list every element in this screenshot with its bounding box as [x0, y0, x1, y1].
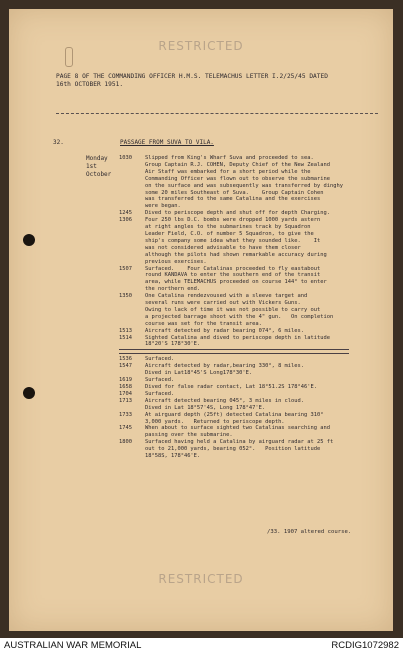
log-entry-time: 1713	[119, 397, 132, 404]
log-entry	[119, 425, 381, 439]
log-entry-time: 1306	[119, 217, 132, 224]
log-entry-text: Slipped from King's Wharf Suva and proceeded to sea. Group Captain R.J. COHEN, Deputy Chief of the New Zealand Air Staff was embarked for a short period while the Commanding Officer was flown out to observe the submarine on the surface and was subsequently was transferred by dinghy some 20 miles Southeast of Suva. Group Captain Cohen was transferred to the same Catalina and the exercises were began.	[145, 155, 343, 210]
log-entry	[119, 439, 381, 460]
log-entry	[119, 335, 381, 349]
log-entry-text: When about to surface sighted two Catalinas searching and passing over the submarine.	[145, 425, 330, 439]
punch-hole-bottom	[23, 387, 35, 399]
log-entry	[119, 266, 381, 294]
section-title: PASSAGE FROM SUVA TO VILA.	[120, 139, 214, 146]
log-entry-text: Surfaced.	[145, 356, 175, 363]
archive-name: AUSTRALIAN WAR MEMORIAL	[4, 640, 142, 651]
log-entry	[119, 363, 381, 377]
log-entry-time: 1658	[119, 384, 132, 390]
log-entry-time: 1547	[119, 363, 132, 370]
log-entry-text: Surfaced having held a Catalina by airguard radar at 25 ft out to 21,000 yards, bearing 052°. Position latitude 18°58S, 178°46'E.	[145, 439, 334, 460]
date-month: October	[86, 171, 112, 178]
log-entry	[119, 412, 381, 426]
log-entry	[119, 391, 381, 398]
log-entry-text: At airguard depth (25ft) detected Catalina bearing 310° 3,000 yards. Returned to periscope depth.	[145, 411, 324, 425]
header-line-1: PAGE 8 OF THE COMMANDING OFFICER H.M.S. TELEMACHUS LETTER I.2/25/45 DATED	[56, 73, 328, 80]
log-entry-time: 1745	[119, 425, 132, 432]
paper-clip-mark	[65, 47, 73, 67]
log-entry-time: 1514	[119, 334, 132, 341]
log-entry	[119, 377, 381, 384]
log-entry-time: 1704	[119, 390, 132, 397]
log-entry-text: Surfaced.	[145, 390, 175, 397]
log-entry-text: Aircraft detected by radar bearing 074°, 6 miles.	[145, 327, 305, 334]
document-page	[9, 9, 393, 631]
footer-note: /33. 1907 altered course.	[267, 529, 352, 535]
log-entry-time: 1245	[119, 210, 132, 217]
log-entries	[119, 155, 381, 460]
struck-out-line	[119, 349, 349, 354]
log-entry	[119, 356, 381, 363]
restricted-stamp-bottom: RESTRICTED	[158, 572, 244, 586]
log-entry	[119, 328, 381, 335]
log-entry-text: Dived for false radar contact, Lat 18°51.2S 178°46'E.	[145, 384, 318, 390]
restricted-stamp-top: RESTRICTED	[158, 39, 244, 53]
log-entry-time: 1733	[119, 411, 132, 418]
log-entry	[119, 398, 381, 412]
log-entries-first-block	[119, 155, 381, 348]
log-entry-text: Surfaced.	[145, 377, 175, 384]
entry-date	[86, 155, 118, 179]
log-entry	[119, 384, 381, 391]
log-entry-time: 1800	[119, 439, 132, 446]
log-entry-time: 1507	[119, 265, 132, 272]
log-entry-time: 1536	[119, 356, 132, 363]
log-entry	[119, 293, 381, 328]
log-entry-text: Four 250 lbs D.C. bombs were dropped 1000 yards astern at right angles to the submarines track by Squadron Leader Field, C.O. of number 5 Squadron, to give the ship's company some idea what they sounded like. It was not considered advisable to have them closer although the pilots had shown remarkable accuracy during previous exercises.	[145, 217, 327, 265]
log-entry-time: 1513	[119, 327, 132, 334]
log-entry-text: Surfaced. Four Catalinas proceeded to fly eastabout round KANDAVA to enter the southern end of the transit area, while TELEMACHUS proceeded on course 144° to enter the northern end.	[145, 265, 327, 293]
archive-record-id: RCDIG1072982	[331, 640, 399, 651]
paragraph-number: 32.	[53, 139, 64, 146]
header-divider	[56, 113, 378, 114]
log-entry-time: 1030	[119, 155, 132, 161]
log-entry-text: One Catalina rendezvoused with a sleeve target and several runs were carried out with Vickers Guns. Owing to lack of time it was not possible to carry out a projected barrage shoot with the 4" gun. On completion course was set for the transit area.	[145, 293, 334, 327]
log-entry-text: Sighted Catalina and dived to periscope depth in latitude 18°20'S 178°30'E.	[145, 334, 330, 348]
log-entry	[119, 210, 381, 217]
date-day: Monday	[86, 155, 108, 162]
log-entry-time: 1350	[119, 293, 132, 300]
date-number: 1st	[86, 163, 97, 170]
log-entry	[119, 155, 381, 210]
log-entries-second-block	[119, 356, 381, 460]
log-entry-text: Dived to periscope depth and shut off for depth Charging.	[145, 210, 330, 217]
log-entry-text: Aircraft detected bearing 045°, 3 miles in cloud. Dived in Lat 18°57'4S, Long 178°47'E.	[145, 397, 305, 411]
log-entry	[119, 217, 381, 265]
log-entry-time: 1619	[119, 377, 132, 384]
archive-caption-bar	[0, 638, 403, 653]
header-line-2: 16th OCTOBER 1951.	[56, 81, 124, 88]
punch-hole-top	[23, 234, 35, 246]
log-entry-text: Aircraft detected by radar,bearing 330°, 8 miles. Dived in Lat18°45'S Long178°30'E.	[145, 363, 305, 377]
